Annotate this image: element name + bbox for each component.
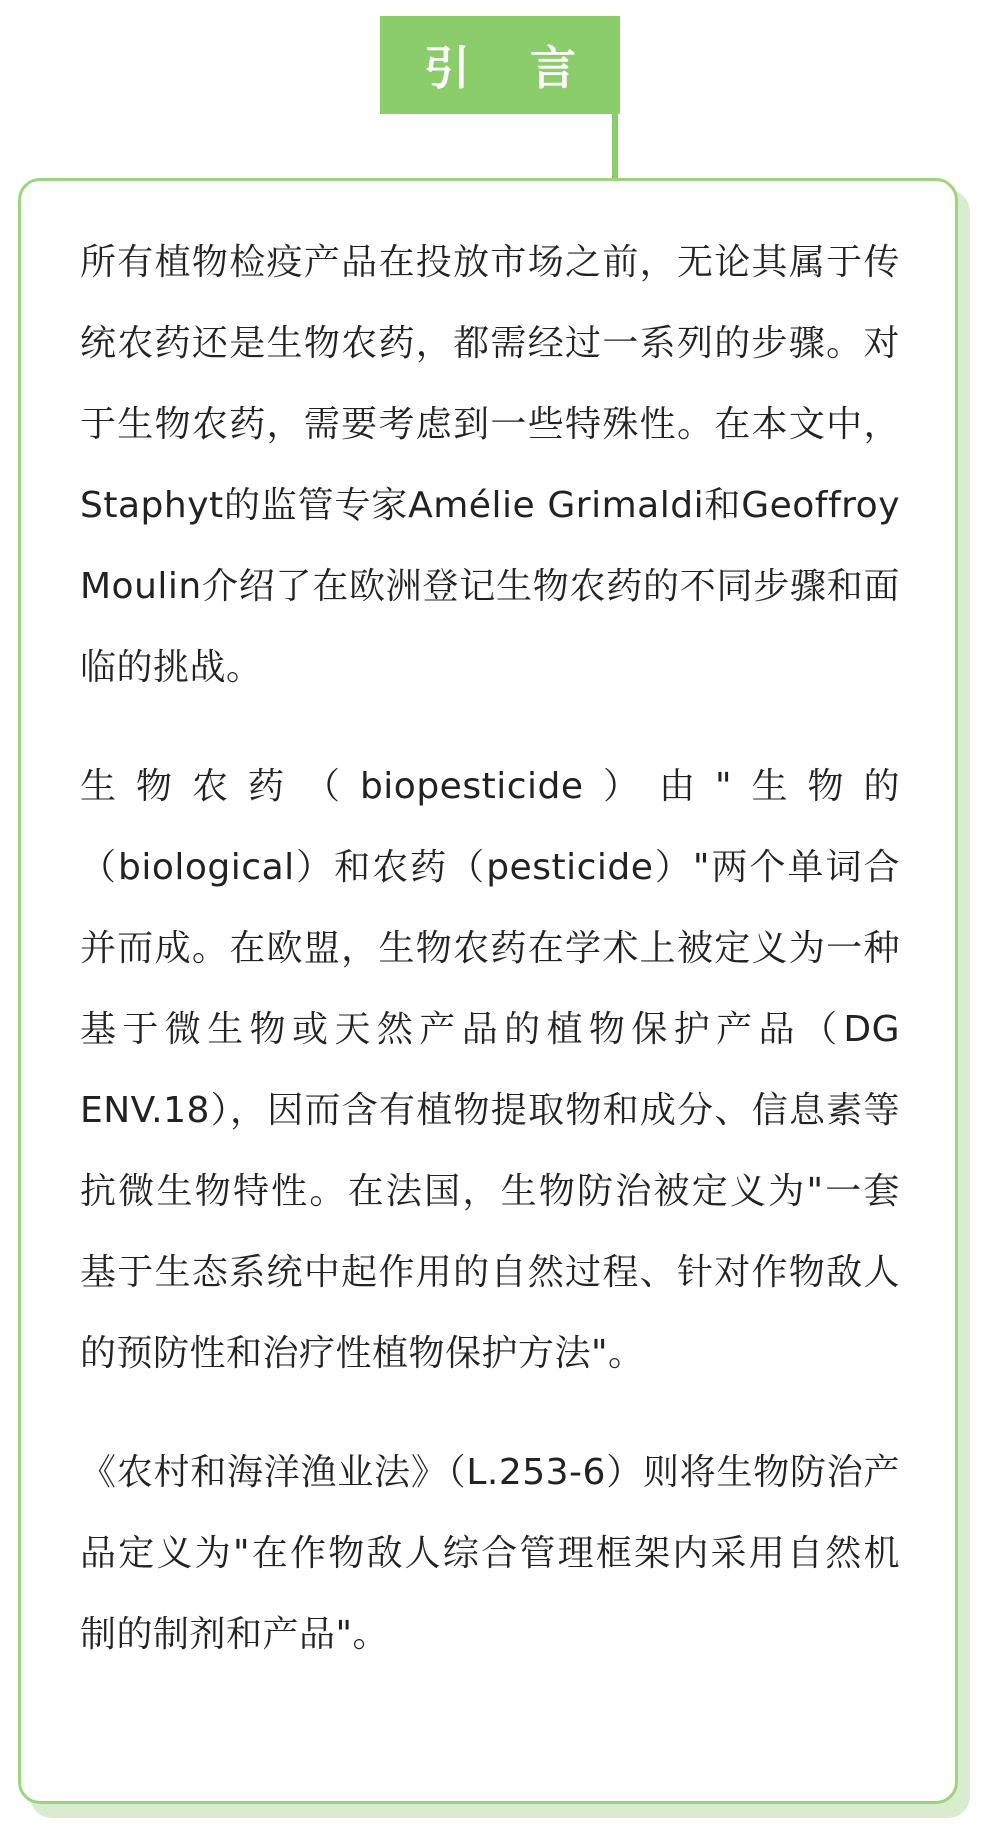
intro-paragraph-3: 《农村和海洋渔业法》（L.253-6）则将生物防治产品定义为"在作物敌人综合管理框架内采用自然机制的制剂和产品"。 — [80, 1452, 900, 1655]
title-connector-line — [612, 112, 618, 180]
section-title: 引 言 — [423, 41, 598, 95]
intro-paragraph-2: 生物农药（biopesticide）由"生物的（biological）和农药（pesticide）"两个单词合并而成。在欧盟，生物农药在学术上被定义为一种基于微生物或天然产品的植物保护产品（DG ENV.18），因而含有植物提取物和成分、信息素等抗微生物特性。在法国，生物防治被定义为"一套基于生态系统中起作用的自然过程、针对作物敌人的预防性和治疗性植物保护方法"。 — [80, 766, 900, 1374]
intro-paragraph-1: 所有植物检疫产品在投放市场之前，无论其属于传统农药还是生物农药，都需经过一系列的步骤。对于生物农药，需要考虑到一些特殊性。在本文中，Staphyt的监管专家Amélie Grimaldi和Geoffroy Moulin介绍了在欧洲登记生物农药的不同步骤和面临的挑战。 — [80, 242, 900, 688]
intro-content — [80, 222, 900, 1675]
section-title-tab — [380, 16, 620, 114]
